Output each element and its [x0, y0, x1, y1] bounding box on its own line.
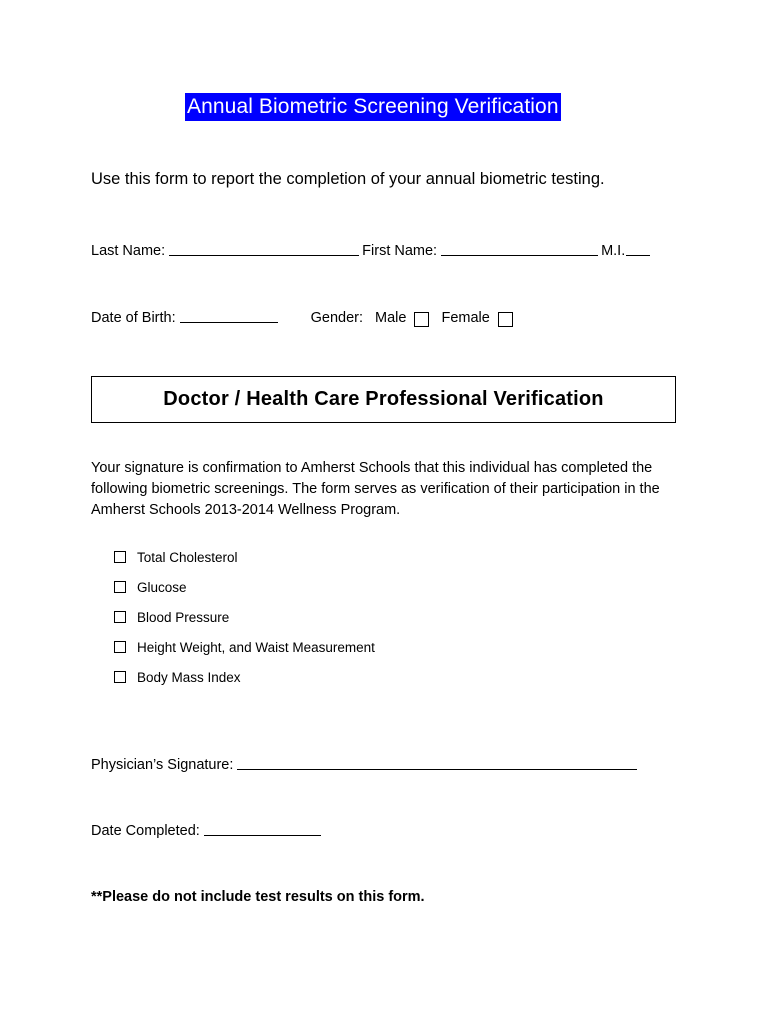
height-weight-waist-checkbox[interactable] — [114, 641, 126, 653]
dob-field[interactable] — [180, 321, 278, 323]
dob-gender-row — [91, 310, 525, 326]
date-completed-label: Date Completed: — [91, 823, 200, 839]
list-item-label: Total Cholesterol — [137, 549, 238, 565]
list-item-label: Body Mass Index — [137, 669, 241, 685]
form-title: Annual Biometric Screening Verification — [185, 93, 561, 121]
date-completed-field[interactable] — [204, 834, 321, 836]
body-mass-index-checkbox[interactable] — [114, 671, 126, 683]
list-item — [114, 662, 375, 692]
mi-label: M.I. — [601, 243, 626, 259]
date-completed-row — [91, 823, 324, 839]
last-name-label: Last Name: — [91, 243, 166, 259]
signature-row — [91, 757, 640, 773]
list-item-label: Glucose — [137, 579, 187, 595]
list-item — [114, 632, 375, 662]
form-intro: Use this form to report the completion of your annual biometric testing. — [91, 170, 605, 188]
glucose-checkbox[interactable] — [114, 581, 126, 593]
mi-field[interactable] — [626, 254, 650, 256]
verification-heading: Doctor / Health Care Professional Verification — [163, 388, 604, 410]
name-row — [91, 243, 653, 259]
total-cholesterol-checkbox[interactable] — [114, 551, 126, 563]
blood-pressure-checkbox[interactable] — [114, 611, 126, 623]
female-label: Female — [441, 310, 490, 326]
screenings-list — [114, 542, 375, 692]
list-item — [114, 602, 375, 632]
list-item-label: Blood Pressure — [137, 609, 230, 625]
last-name-field[interactable] — [169, 254, 359, 256]
list-item — [114, 572, 375, 602]
verification-paragraph: Your signature is confirmation to Amherst Schools that this individual has completed the following biometric screenings. The form serves as verification of their participation in the Amherst Schools 2013-2014 Wellness Program. — [91, 460, 660, 518]
male-checkbox[interactable] — [414, 312, 429, 327]
signature-field[interactable] — [237, 768, 637, 770]
female-checkbox[interactable] — [498, 312, 513, 327]
dob-label: Date of Birth: — [91, 310, 176, 326]
first-name-label: First Name: — [362, 243, 438, 259]
note-text: **Please do not include test results on this form. — [91, 889, 425, 905]
gender-label: Gender: — [310, 310, 364, 326]
first-name-field[interactable] — [441, 254, 598, 256]
male-label: Male — [375, 310, 407, 326]
list-item-label: Height Weight, and Waist Measurement — [137, 639, 375, 655]
verification-heading-box — [91, 376, 676, 423]
list-item — [114, 542, 375, 572]
signature-label: Physician’s Signature: — [91, 757, 234, 773]
